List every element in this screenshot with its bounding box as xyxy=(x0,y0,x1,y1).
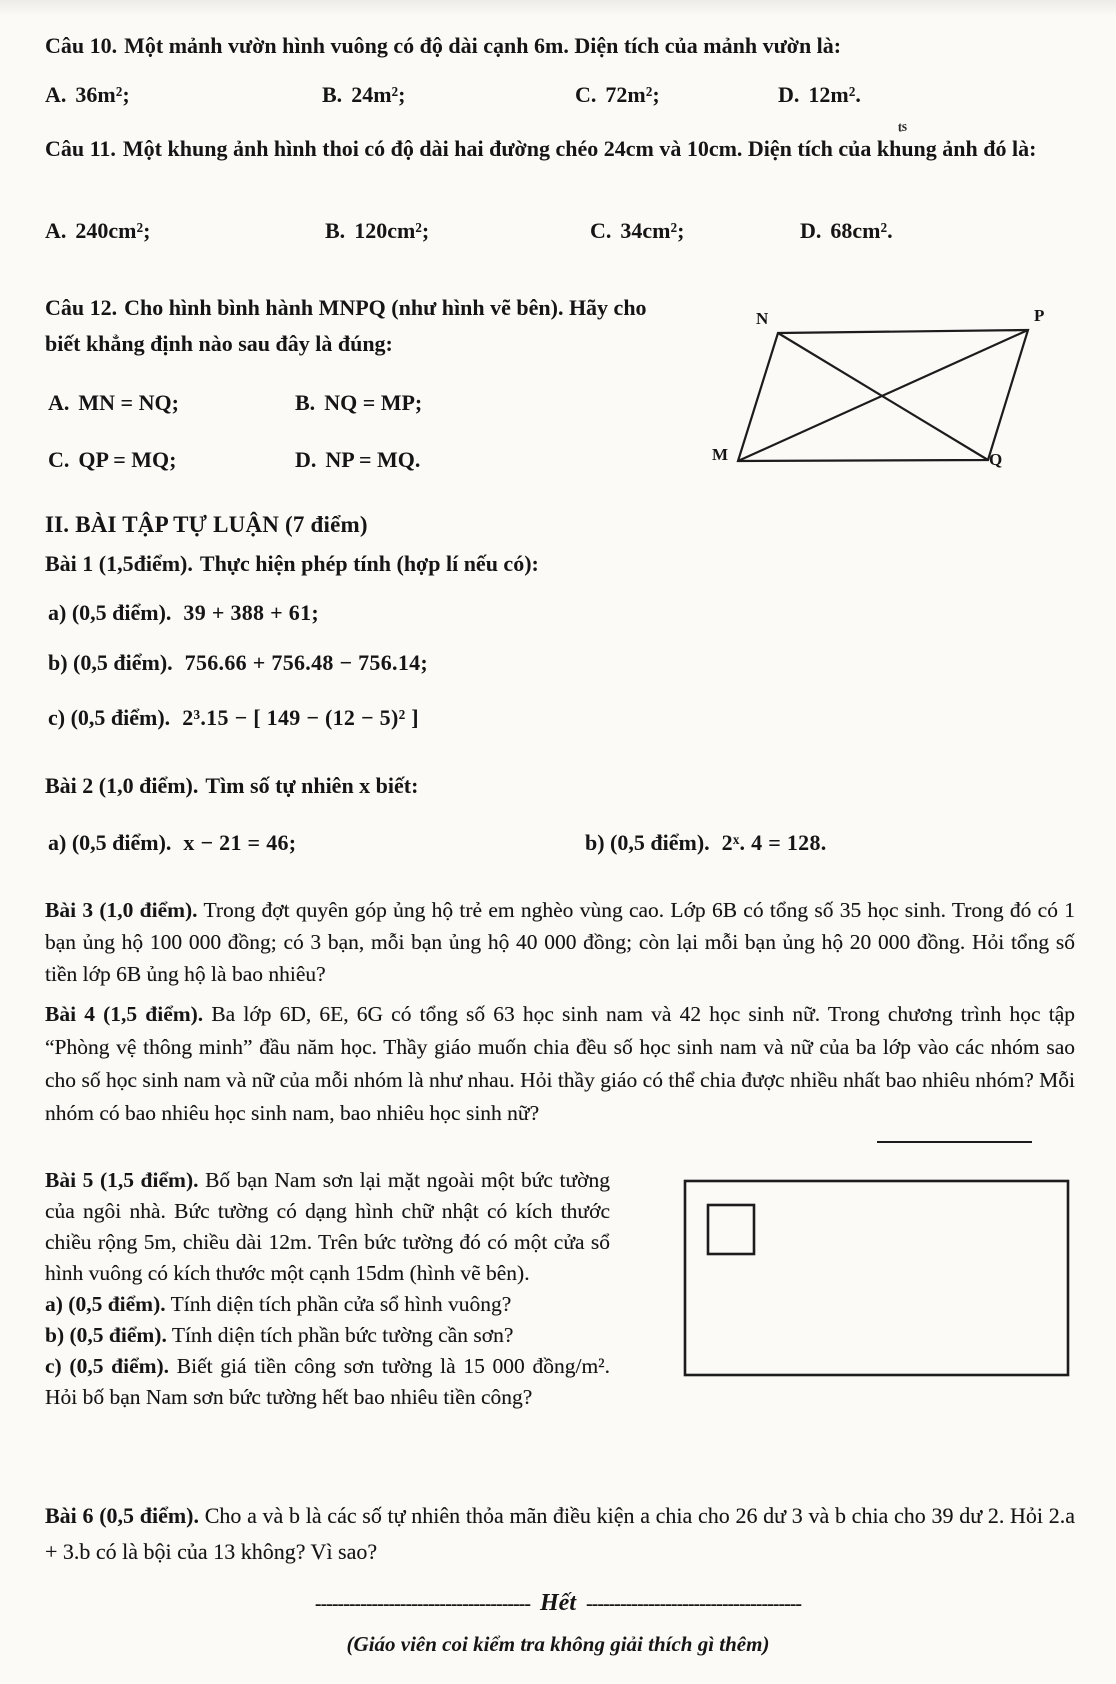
option-value: 120cm²; xyxy=(354,218,430,243)
option-a xyxy=(45,82,130,108)
vertex-label-n: N xyxy=(756,309,769,328)
question-11-label: Câu 11. xyxy=(45,136,116,161)
bai-4-label: Bài 4 (1,5 điểm). xyxy=(45,1002,204,1026)
option-b xyxy=(322,82,405,108)
option-value: 240cm²; xyxy=(75,218,151,243)
bai-5-block xyxy=(45,1165,610,1413)
question-11 xyxy=(45,131,1075,167)
part-label: c) (0,5 điểm). xyxy=(45,1354,170,1378)
end-divider xyxy=(0,1590,1116,1617)
bai-1-part-b xyxy=(48,650,1078,676)
option-key: C. xyxy=(575,82,597,107)
option-d xyxy=(295,447,420,473)
option-value: QP = MQ; xyxy=(78,447,177,472)
option-a xyxy=(48,390,179,416)
option-key: B. xyxy=(325,218,346,243)
bai-1-label: Bài 1 (1,5điểm). xyxy=(45,551,193,576)
question-12-text: Cho hình bình hành MNPQ (như hình vẽ bên). Hãy cho biết khẳng định nào sau đây là đúng: xyxy=(45,295,647,356)
math-expression: 2³.15 − [ 149 − (12 − 5)² ] xyxy=(182,705,419,730)
option-key: A. xyxy=(45,82,67,107)
question-10 xyxy=(45,28,1075,64)
handwritten-mark: ts xyxy=(896,119,909,136)
bai-3-text: Trong đợt quyên góp ủng hộ trẻ em nghèo vùng cao. Lớp 6B có tổng số 35 học sinh. Trong đó có 1 bạn ủng hộ 100 000 đồng; có 3 bạn, mỗi bạn ủng hộ 40 000 đồng; còn lại mỗi bạn ủng hộ 20 000 đồng. Hỏi tổng số tiền lớp 6B ủng hộ là bao nhiêu? xyxy=(45,898,1075,986)
part-label: b) (0,5 điểm). xyxy=(585,830,710,855)
question-11-options xyxy=(45,218,1075,252)
option-key: A. xyxy=(45,218,67,243)
parallelogram-figure xyxy=(690,298,1070,473)
bai-5-label: Bài 5 (1,5 điểm). xyxy=(45,1168,199,1192)
divider-dashes-right: -------------------------------------- xyxy=(586,1593,802,1615)
question-12-label: Câu 12. xyxy=(45,295,118,320)
question-10-label: Câu 10. xyxy=(45,33,118,58)
bai-6-paragraph xyxy=(45,1498,1075,1570)
option-key: B. xyxy=(295,390,316,415)
option-c xyxy=(48,447,176,473)
option-key: D. xyxy=(778,82,800,107)
option-key: A. xyxy=(48,390,70,415)
bai-4-paragraph xyxy=(45,998,1075,1130)
option-value: 72m²; xyxy=(605,82,660,107)
option-value: 68cm². xyxy=(830,218,893,243)
part-label: a) (0,5 điểm). xyxy=(48,600,172,625)
part-label: b) (0,5 điểm). xyxy=(48,650,173,675)
bai-1-part-a xyxy=(48,600,1078,626)
bai-1-part-c xyxy=(48,705,1078,731)
option-value: 36m²; xyxy=(75,82,130,107)
option-value: 34cm²; xyxy=(620,218,685,243)
option-d xyxy=(800,218,893,244)
option-value: 12m². xyxy=(808,82,861,107)
bai-1-intro: Thực hiện phép tính (hợp lí nếu có): xyxy=(199,551,539,576)
bai-5-text: Bố bạn Nam sơn lại mặt ngoài một bức tường của ngôi nhà. Bức tường có dạng hình chữ nhật có kích thước chiều rộng 5m, chiều dài 12m. Trên bức tường đó có một cửa sổ hình vuông có kích thước một cạnh 15dm (hình vẽ bên). xyxy=(45,1168,610,1285)
vertex-label-q: Q xyxy=(989,450,1003,469)
bai-3-label: Bài 3 (1,0 điểm). xyxy=(45,898,198,922)
option-value: NP = MQ. xyxy=(325,447,421,472)
math-expression: 756.66 + 756.48 − 756.14; xyxy=(184,650,429,675)
part-label: b) (0,5 điểm). xyxy=(45,1323,167,1347)
option-a xyxy=(45,218,150,244)
bai-6-text: Cho a và b là các số tự nhiên thỏa mãn điều kiện a chia cho 26 dư 3 và b chia cho 39 dư 2. Hỏi 2.a + 3.b có là bội của 13 không? Vì sao? xyxy=(45,1503,1075,1564)
parallelogram-drawing xyxy=(690,298,1070,473)
math-expression: 2ˣ. 4 = 128. xyxy=(721,830,827,855)
bai-5-part-c xyxy=(45,1354,610,1409)
wall-figure xyxy=(640,1138,1080,1388)
option-key: B. xyxy=(322,82,343,107)
bai-2-label: Bài 2 (1,0 điểm). xyxy=(45,773,199,798)
option-key: D. xyxy=(295,447,317,472)
end-label: Hết xyxy=(540,1590,576,1616)
part-label: a) (0,5 điểm). xyxy=(45,1292,166,1316)
option-key: D. xyxy=(800,218,822,243)
option-c xyxy=(575,82,660,108)
bai-2-intro: Tìm số tự nhiên x biết: xyxy=(205,773,419,798)
vertex-label-p: P xyxy=(1034,306,1045,325)
question-10-text: Một mảnh vườn hình vuông có độ dài cạnh 6m. Diện tích của mảnh vườn là: xyxy=(124,33,842,58)
part-text: Tính diện tích phần cửa sổ hình vuông? xyxy=(170,1292,512,1316)
option-d xyxy=(778,82,861,108)
section-2-heading: II. BÀI TẬP TỰ LUẬN (7 điểm) xyxy=(45,512,368,537)
bai-1-title xyxy=(45,546,1075,582)
question-12 xyxy=(45,290,660,362)
option-b xyxy=(325,218,429,244)
bai-4-text: Ba lớp 6D, 6E, 6G có tổng số 63 học sinh nam và 42 học sinh nữ. Trong chương trình học tập “Phòng vệ thông minh” đầu năm học. Thầy giáo muốn chia đều số học sinh nam và nữ của ba lớp vào các nhóm sao cho số học sinh nam và nữ của mỗi nhóm là như nhau. Hỏi thầy giáo có thể chia được nhiều nhất bao nhiêu nhóm? Mỗi nhóm có bao nhiêu học sinh nam, bao nhiêu học sinh nữ? xyxy=(45,1002,1075,1125)
option-value: 24m²; xyxy=(351,82,406,107)
part-label: c) (0,5 điểm). xyxy=(48,705,171,730)
option-b xyxy=(295,390,422,416)
bai-2-part-b xyxy=(585,830,1116,856)
footer-note: (Giáo viên coi kiểm tra không giải thích gì thêm) xyxy=(346,1632,770,1656)
bai-3-paragraph xyxy=(45,894,1075,990)
math-expression: 39 + 388 + 61; xyxy=(183,600,320,625)
option-value: NQ = MP; xyxy=(324,390,423,415)
question-10-options xyxy=(45,82,1075,116)
bai-5-part-a xyxy=(45,1289,610,1320)
option-value: MN = NQ; xyxy=(78,390,179,415)
bai-6-label: Bài 6 (0,5 điểm). xyxy=(45,1503,199,1528)
option-c xyxy=(590,218,684,244)
vertex-label-m: M xyxy=(712,445,729,464)
part-text: Biết giá tiền công sơn tường là 15 000 đồng/m². Hỏi bố bạn Nam sơn bức tường hết bao nhiêu tiền công? xyxy=(45,1354,610,1409)
window-square xyxy=(708,1205,754,1254)
wall-drawing xyxy=(640,1138,1080,1388)
option-key: C. xyxy=(590,218,612,243)
part-text: Tính diện tích phần bức tường cần sơn? xyxy=(171,1323,514,1347)
bai-2-title xyxy=(45,768,1075,804)
divider-dashes-left: -------------------------------------- xyxy=(314,1593,530,1615)
bai-5-part-b xyxy=(45,1320,610,1351)
part-label: a) (0,5 điểm). xyxy=(48,830,172,855)
option-key: C. xyxy=(48,447,70,472)
question-11-text: Một khung ảnh hình thoi có độ dài hai đường chéo 24cm và 10cm. Diện tích của khung ảnh đó là: xyxy=(122,136,1037,161)
math-expression: x − 21 = 46; xyxy=(183,830,297,855)
